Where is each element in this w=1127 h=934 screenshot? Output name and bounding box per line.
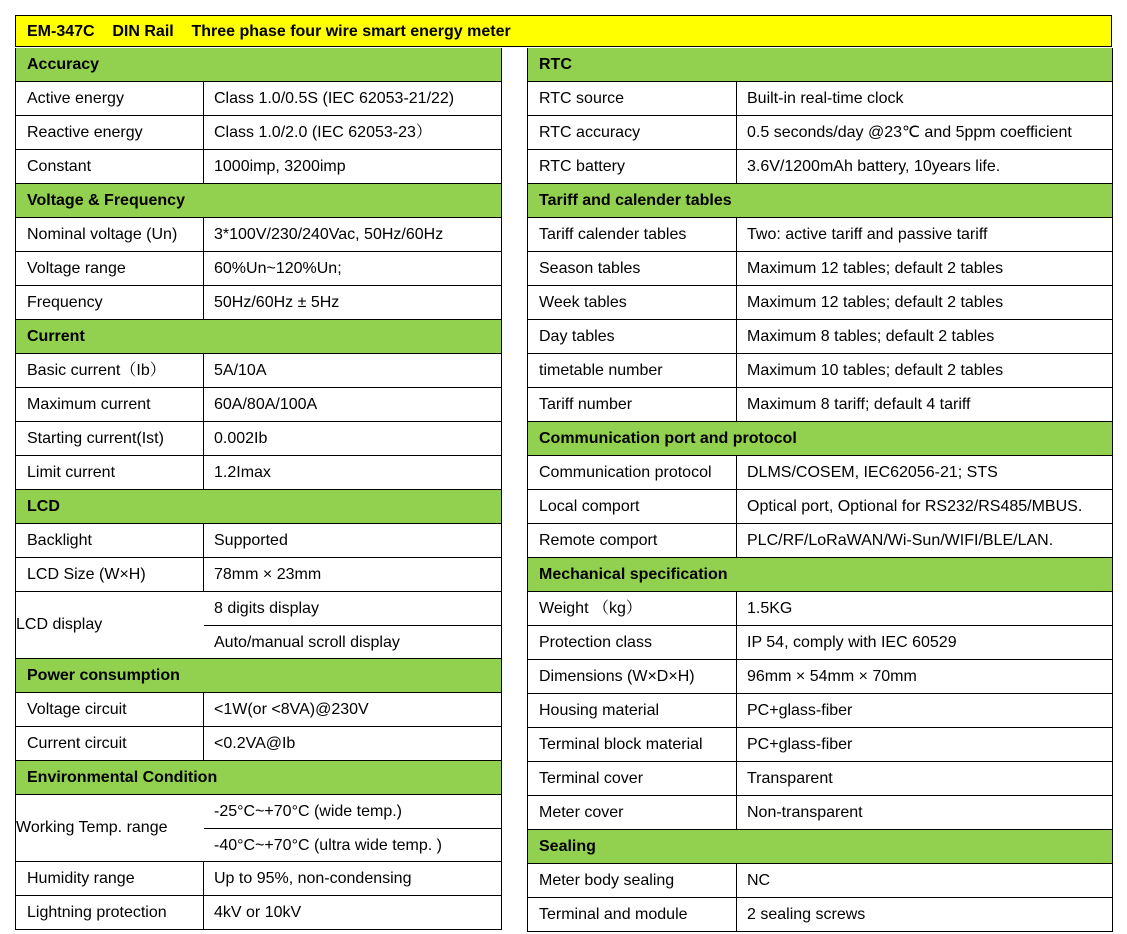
spec-value: 96mm × 54mm × 70mm xyxy=(747,668,917,685)
spec-row-multi xyxy=(15,795,502,862)
spec-value: Maximum 8 tables; default 2 tables xyxy=(747,328,995,345)
spec-value: Up to 95%, non-condensing xyxy=(214,870,412,887)
spec-row xyxy=(527,864,1113,898)
spec-value: 0.002Ib xyxy=(214,430,268,447)
spec-value: 4kV or 10kV xyxy=(214,904,302,921)
spec-value: Non-transparent xyxy=(747,804,863,821)
spec-row xyxy=(15,388,502,422)
spec-row xyxy=(527,252,1113,286)
spec-value: <1W(or <8VA)@230V xyxy=(214,701,369,718)
section-header-rtc: RTC xyxy=(527,48,1113,82)
spec-value: Optical port, Optional for RS232/RS485/MBUS. xyxy=(747,498,1083,515)
spec-row xyxy=(527,762,1113,796)
spec-value: IP 54, comply with IEC 60529 xyxy=(747,634,957,651)
spec-value: Maximum 12 tables; default 2 tables xyxy=(747,260,1004,277)
spec-label: Frequency xyxy=(16,286,204,319)
spec-value: PC+glass-fiber xyxy=(747,736,853,753)
spec-row xyxy=(15,116,502,150)
spec-value: 8 digits display xyxy=(214,600,319,617)
section-header-sealing: Sealing xyxy=(527,830,1113,864)
spec-label: Terminal and module xyxy=(528,898,737,931)
spec-row xyxy=(15,286,502,320)
left-column xyxy=(15,48,502,930)
section-header-tariff-calender: Tariff and calender tables xyxy=(527,184,1113,218)
section-header-mechanical: Mechanical specification xyxy=(527,558,1113,592)
section-header-power-consumption: Power consumption xyxy=(15,659,502,693)
spec-label: Meter body sealing xyxy=(528,864,737,897)
spec-label: Backlight xyxy=(16,524,204,557)
spec-label: Working Temp. range xyxy=(16,819,168,836)
spec-row xyxy=(15,727,502,761)
section-header-voltage-frequency: Voltage & Frequency xyxy=(15,184,502,218)
spec-row xyxy=(15,693,502,727)
spec-value: 3*100V/230/240Vac, 50Hz/60Hz xyxy=(214,226,444,243)
spec-label: Voltage circuit xyxy=(16,693,204,726)
spec-value: Maximum 8 tariff; default 4 tariff xyxy=(747,396,971,413)
spec-label: Basic current（Ib） xyxy=(16,354,204,387)
spec-value: 78mm × 23mm xyxy=(214,566,322,583)
spec-label: Constant xyxy=(16,150,204,183)
spec-label: Active energy xyxy=(16,82,204,115)
spec-row xyxy=(527,694,1113,728)
spec-label: Current circuit xyxy=(16,727,204,760)
spec-value: -40°C~+70°C (ultra wide temp. ) xyxy=(204,828,501,862)
spec-row xyxy=(527,592,1113,626)
spec-row xyxy=(527,456,1113,490)
spec-value: <0.2VA@Ib xyxy=(214,735,296,752)
spec-label: Week tables xyxy=(528,286,737,319)
spec-row xyxy=(15,524,502,558)
section-header-lcd: LCD xyxy=(15,490,502,524)
spec-label: Starting current(Ist) xyxy=(16,422,204,455)
spec-value: Maximum 12 tables; default 2 tables xyxy=(747,294,1004,311)
spec-row xyxy=(527,490,1113,524)
spec-value: Auto/manual scroll display xyxy=(204,625,501,659)
spec-value: Maximum 10 tables; default 2 tables xyxy=(747,362,1004,379)
spec-label: Communication protocol xyxy=(528,456,737,489)
spec-value: 60A/80A/100A xyxy=(214,396,318,413)
spec-value: 3.6V/1200mAh battery, 10years life. xyxy=(747,158,1001,175)
spec-row xyxy=(15,896,502,930)
spec-row xyxy=(15,252,502,286)
section-header-accuracy: Accuracy xyxy=(15,48,502,82)
spec-value: Supported xyxy=(214,532,288,549)
spec-label: Dimensions (W×D×H) xyxy=(528,660,737,693)
spec-label: Meter cover xyxy=(528,796,737,829)
spec-label: timetable number xyxy=(528,354,737,387)
spec-value: PC+glass-fiber xyxy=(747,702,853,719)
spec-value: -25°C~+70°C (wide temp.) xyxy=(214,803,402,820)
spec-row xyxy=(15,558,502,592)
spec-value: 5A/10A xyxy=(214,362,267,379)
spec-row xyxy=(527,286,1113,320)
spec-value: 50Hz/60Hz ± 5Hz xyxy=(214,294,340,311)
spec-row-multi xyxy=(15,592,502,659)
spec-row xyxy=(527,82,1113,116)
spec-row xyxy=(527,728,1113,762)
spec-label: LCD display xyxy=(16,616,103,633)
spec-row xyxy=(527,218,1113,252)
spec-label: Nominal voltage (Un) xyxy=(16,218,204,251)
spec-label: RTC battery xyxy=(528,150,737,183)
spec-row xyxy=(527,354,1113,388)
spec-label: Season tables xyxy=(528,252,737,285)
spec-sheet xyxy=(15,15,1114,921)
spec-value: 0.5 seconds/day @23℃ and 5ppm coefficient xyxy=(747,124,1072,141)
spec-label: Terminal cover xyxy=(528,762,737,795)
right-column xyxy=(527,48,1113,932)
spec-label: Voltage range xyxy=(16,252,204,285)
spec-value: Class 1.0/2.0 (IEC 62053-23） xyxy=(214,124,432,141)
spec-row xyxy=(527,524,1113,558)
spec-label: Limit current xyxy=(16,456,204,489)
section-header-communication: Communication port and protocol xyxy=(527,422,1113,456)
spec-row xyxy=(527,116,1113,150)
spec-label: Local comport xyxy=(528,490,737,523)
spec-row xyxy=(527,150,1113,184)
spec-row xyxy=(527,626,1113,660)
spec-label: Housing material xyxy=(528,694,737,727)
spec-row xyxy=(15,150,502,184)
spec-row xyxy=(15,218,502,252)
spec-label: Reactive energy xyxy=(16,116,204,149)
spec-label: Remote comport xyxy=(528,524,737,557)
spec-value: 1.2Imax xyxy=(214,464,271,481)
spec-row xyxy=(527,796,1113,830)
spec-label: RTC source xyxy=(528,82,737,115)
spec-label: Terminal block material xyxy=(528,728,737,761)
spec-label: Protection class xyxy=(528,626,737,659)
spec-row xyxy=(15,354,502,388)
spec-value: 1000imp, 3200imp xyxy=(214,158,346,175)
section-header-environmental-condition: Environmental Condition xyxy=(15,761,502,795)
spec-value: NC xyxy=(747,872,771,889)
spec-value: PLC/RF/LoRaWAN/Wi-Sun/WIFI/BLE/LAN. xyxy=(747,532,1054,549)
section-header-current: Current xyxy=(15,320,502,354)
spec-label: Tariff number xyxy=(528,388,737,421)
spec-value: DLMS/COSEM, IEC62056-21; STS xyxy=(747,464,998,481)
spec-row xyxy=(15,862,502,896)
spec-label: Maximum current xyxy=(16,388,204,421)
spec-value: Class 1.0/0.5S (IEC 62053-21/22) xyxy=(214,90,455,107)
spec-value: 60%Un~120%Un; xyxy=(214,260,342,277)
spec-value: Transparent xyxy=(747,770,833,787)
spec-value: Two: active tariff and passive tariff xyxy=(747,226,988,243)
spec-label: LCD Size (W×H) xyxy=(16,558,204,591)
spec-row xyxy=(15,422,502,456)
spec-label: Tariff calender tables xyxy=(528,218,737,251)
spec-label: Day tables xyxy=(528,320,737,353)
spec-label: Lightning protection xyxy=(16,896,204,929)
spec-row xyxy=(527,388,1113,422)
spec-label: RTC accuracy xyxy=(528,116,737,149)
spec-value: 2 sealing screws xyxy=(747,906,866,923)
spec-label: Humidity range xyxy=(16,862,204,895)
document-title: EM-347C DIN Rail Three phase four wire smart energy meter xyxy=(15,15,1112,47)
spec-row xyxy=(527,320,1113,354)
spec-value: Built-in real-time clock xyxy=(747,90,904,107)
spec-row xyxy=(527,898,1113,932)
spec-row xyxy=(15,456,502,490)
spec-value: 1.5KG xyxy=(747,600,793,617)
spec-row xyxy=(527,660,1113,694)
spec-label: Weight （kg） xyxy=(528,592,737,625)
spec-row xyxy=(15,82,502,116)
